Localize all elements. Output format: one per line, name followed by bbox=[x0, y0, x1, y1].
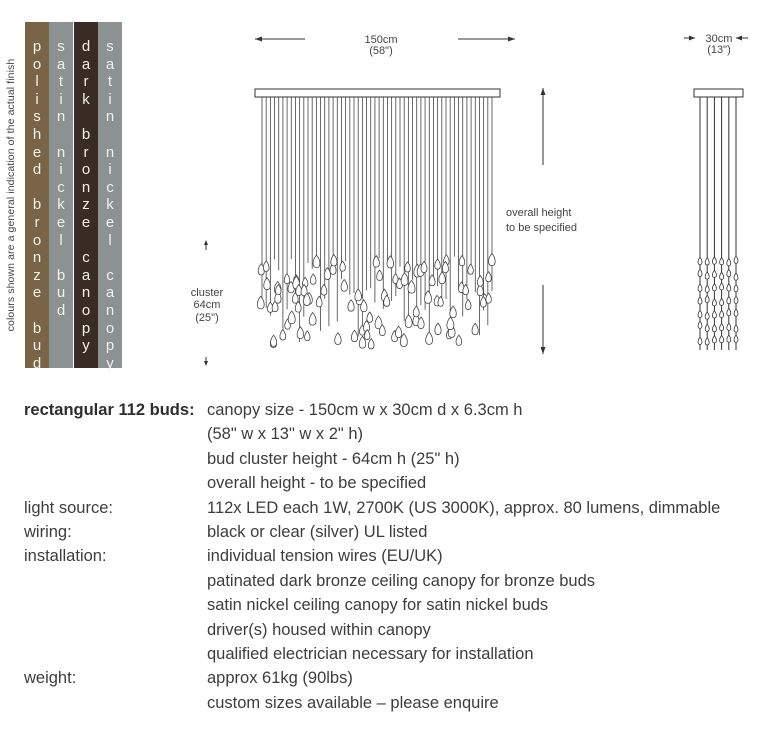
spec-value: canopy size - 150cm w x 30cm d x 6.3cm h bbox=[207, 401, 523, 419]
spec-row bbox=[24, 642, 769, 666]
spec-row bbox=[24, 691, 769, 715]
spec-value: qualified electrician necessary for installation bbox=[207, 645, 534, 664]
bud-shape bbox=[310, 274, 316, 284]
bud-shape bbox=[720, 258, 724, 265]
bud-shape bbox=[698, 269, 702, 276]
bud-shape bbox=[435, 323, 441, 335]
spec-label bbox=[24, 618, 207, 642]
bud-shape bbox=[720, 336, 724, 343]
depth-label: 30cm bbox=[705, 33, 733, 45]
bud-shape bbox=[313, 255, 320, 267]
bud-shape bbox=[698, 321, 702, 328]
bud-shape bbox=[355, 289, 362, 301]
bud-shape bbox=[401, 273, 408, 286]
spec-value: (58" w x 13" w x 2" h) bbox=[207, 425, 364, 444]
bud-shape bbox=[280, 329, 286, 340]
bud-shape bbox=[727, 259, 731, 266]
bud-shape bbox=[698, 310, 702, 317]
bud-shape bbox=[271, 335, 277, 346]
bud-shape bbox=[395, 326, 401, 337]
bud-shape bbox=[341, 280, 347, 292]
bud-shape bbox=[351, 330, 357, 341]
swatch-label: p o l i s h e d b r o n z e b u d bbox=[32, 38, 42, 372]
bud-shape bbox=[387, 256, 394, 268]
depth-label-inches: (13") bbox=[707, 44, 731, 56]
spec-label: installation: bbox=[24, 547, 107, 566]
bud-shape bbox=[447, 317, 454, 330]
spec-value: overall height - to be specified bbox=[207, 474, 427, 493]
spec-row bbox=[24, 447, 769, 471]
bud-shape bbox=[734, 335, 738, 342]
cluster-label: cluster bbox=[190, 287, 224, 299]
bud-shape bbox=[305, 331, 310, 341]
bud-shape bbox=[429, 275, 435, 286]
bud-shape bbox=[705, 338, 709, 345]
bud-shape bbox=[712, 284, 716, 291]
bud-shape bbox=[456, 335, 462, 345]
spec-row bbox=[24, 618, 769, 642]
swatch-label: d a r k b r o n z e c a n o p y bbox=[81, 38, 91, 355]
spec-label bbox=[24, 569, 207, 593]
swatch-label: s a t i n n i c k e l c a n o p y bbox=[105, 38, 115, 372]
bud-shape bbox=[712, 257, 716, 264]
bud-shape bbox=[698, 257, 702, 264]
finish-disclaimer: colours shown are a general indication of the actual finish bbox=[5, 58, 17, 332]
bud-shape bbox=[486, 272, 492, 282]
bud-shape bbox=[712, 311, 716, 318]
swatch-label: s a t i n n i c k e l b u d bbox=[56, 38, 66, 319]
spec-row bbox=[24, 471, 769, 495]
bud-shape bbox=[734, 296, 738, 303]
bud-shape bbox=[331, 255, 337, 266]
bud-shape bbox=[720, 298, 724, 305]
spec-row bbox=[24, 422, 769, 446]
spec-value: black or clear (silver) UL listed bbox=[207, 523, 428, 542]
spec-value: approx 61kg (90lbs) bbox=[207, 669, 353, 688]
bud-shape bbox=[425, 291, 432, 304]
spec-value: individual tension wires (EU/UK) bbox=[207, 547, 443, 566]
bud-shape bbox=[348, 300, 354, 311]
bud-shape bbox=[720, 272, 724, 279]
bud-shape bbox=[734, 285, 738, 292]
spec-label bbox=[24, 471, 207, 495]
bud-shape bbox=[734, 273, 738, 280]
spec-label: light source: bbox=[24, 498, 113, 517]
bud-shape bbox=[263, 261, 269, 272]
bud-shape bbox=[698, 297, 702, 304]
bud-shape bbox=[705, 285, 709, 292]
bud-shape bbox=[698, 337, 702, 344]
spec-label bbox=[24, 447, 207, 471]
bud-shape bbox=[727, 284, 731, 291]
spec-row bbox=[24, 520, 769, 544]
bud-shape bbox=[720, 283, 724, 290]
cluster-height-inches: (25") bbox=[195, 312, 219, 324]
bud-shape bbox=[468, 264, 474, 274]
bud-shape bbox=[734, 325, 738, 332]
width-label: 150cm bbox=[364, 34, 398, 46]
spec-row bbox=[24, 496, 769, 520]
bud-shape bbox=[421, 261, 427, 272]
bud-shape bbox=[727, 297, 731, 304]
spec-list bbox=[24, 398, 769, 715]
bud-shape bbox=[727, 309, 731, 316]
bud-shape bbox=[727, 323, 731, 330]
bud-shape bbox=[321, 284, 327, 295]
bud-shape bbox=[335, 333, 341, 345]
spec-label bbox=[24, 593, 207, 617]
bud-shape bbox=[413, 306, 419, 317]
bud-shape bbox=[489, 253, 496, 265]
bud-shape bbox=[734, 256, 738, 263]
bud-shape bbox=[377, 270, 383, 281]
bud-shape bbox=[450, 306, 456, 318]
spec-label bbox=[24, 691, 207, 715]
bud-shape bbox=[368, 339, 374, 349]
spec-value: 112x LED each 1W, 2700K (US 3000K), approx. 80 lumens, dimmable bbox=[207, 498, 721, 517]
spec-label bbox=[24, 642, 207, 666]
bud-shape bbox=[316, 296, 322, 307]
bud-shape bbox=[712, 299, 716, 306]
bud-shape bbox=[727, 335, 731, 342]
spec-label: wiring: bbox=[24, 523, 72, 542]
bud-shape bbox=[712, 325, 716, 332]
bud-shape bbox=[486, 293, 491, 303]
spec-label: rectangular 112 buds: bbox=[24, 401, 195, 419]
bud-shape bbox=[720, 324, 724, 331]
spec-row bbox=[24, 593, 769, 617]
bud-shape bbox=[340, 261, 345, 271]
spec-row bbox=[24, 569, 769, 593]
bud-shape bbox=[720, 310, 724, 317]
bud-shape bbox=[297, 327, 303, 339]
bud-shape bbox=[477, 276, 483, 287]
cluster-height-cm: 64cm bbox=[193, 299, 221, 311]
bud-shape bbox=[264, 278, 271, 290]
width-label-inches: (58") bbox=[369, 45, 393, 57]
bud-shape bbox=[459, 256, 465, 266]
spec-value: driver(s) housed within canopy bbox=[207, 620, 431, 639]
bud-shape bbox=[408, 280, 415, 293]
bud-shape bbox=[405, 262, 411, 272]
overall-height-note: to be specified bbox=[506, 222, 577, 234]
spec-value: custom sizes available – please enquire bbox=[207, 693, 499, 712]
bud-shape bbox=[284, 274, 290, 284]
overall-height-label: overall height bbox=[506, 207, 572, 219]
bud-shape bbox=[309, 313, 316, 326]
bud-shape bbox=[712, 336, 716, 343]
bud-shape bbox=[712, 270, 716, 277]
bud-shape bbox=[405, 315, 412, 328]
bud-shape bbox=[727, 270, 731, 277]
bud-shape bbox=[705, 324, 709, 331]
bud-shape bbox=[373, 256, 379, 267]
bud-shape bbox=[705, 272, 709, 279]
bud-shape bbox=[435, 259, 441, 269]
spec-value: bud cluster height - 64cm h (25" h) bbox=[207, 449, 460, 468]
bud-shape bbox=[257, 296, 264, 309]
bud-shape bbox=[439, 272, 446, 284]
spec-row bbox=[24, 398, 769, 422]
spec-label: weight: bbox=[24, 669, 77, 688]
bud-shape bbox=[734, 309, 738, 316]
spec-value: satin nickel ceiling canopy for satin nickel buds bbox=[207, 596, 549, 615]
bud-shape bbox=[288, 311, 295, 324]
spec-label bbox=[24, 422, 207, 446]
bud-shape bbox=[426, 332, 433, 345]
spec-row bbox=[24, 544, 769, 568]
bud-shape bbox=[705, 312, 709, 319]
bud-shape bbox=[472, 323, 478, 334]
bud-shape bbox=[698, 284, 702, 291]
bud-shape bbox=[367, 312, 373, 322]
bud-shape bbox=[705, 258, 709, 265]
bud-shape bbox=[705, 295, 709, 302]
bud-shape bbox=[465, 299, 471, 309]
spec-value: patinated dark bronze ceiling canopy for bronze buds bbox=[207, 571, 595, 590]
spec-row bbox=[24, 666, 769, 690]
